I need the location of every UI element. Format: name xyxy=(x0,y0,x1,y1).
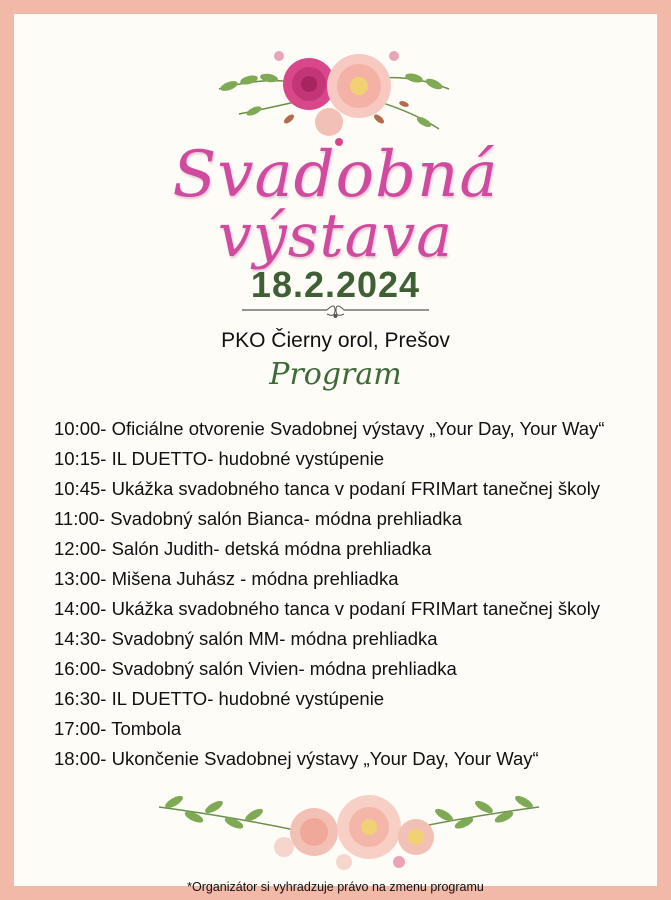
program-schedule xyxy=(54,414,654,774)
disclaimer-note: *Organizátor si vyhradzuje právo na zmenu programu xyxy=(187,880,484,894)
schedule-item: 12:00- Salón Judith- detská módna prehliadka xyxy=(54,538,432,559)
floral-bouquet-top xyxy=(199,34,469,149)
schedule-item: 10:45- Ukážka svadobného tanca v podaní FRIMart tanečnej školy xyxy=(54,478,601,499)
schedule-item: 14:30- Svadobný salón MM- módna prehliadka xyxy=(54,628,438,649)
event-title-line-2: výstava xyxy=(217,201,454,271)
schedule-item: 10:00- Oficiálne otvorenie Svadobnej výstavy „Your Day, Your Way“ xyxy=(54,418,605,439)
schedule-item: 13:00- Mišena Juhász - módna prehliadka xyxy=(54,568,399,589)
floral-garland-bottom xyxy=(154,777,544,877)
schedule-item: 16:30- IL DUETTO- hudobné vystúpenie xyxy=(54,688,385,709)
poster-frame xyxy=(14,14,657,894)
event-title-line-1: Svadobná xyxy=(172,138,499,212)
ornamental-divider xyxy=(242,304,429,322)
event-date: 18.2.2024 xyxy=(250,264,421,305)
schedule-item: 10:15- IL DUETTO- hudobné vystúpenie xyxy=(54,448,385,469)
schedule-item: 16:00- Svadobný salón Vivien- módna prehliadka xyxy=(54,658,457,679)
schedule-item: 17:00- Tombola xyxy=(54,718,182,739)
schedule-item: 18:00- Ukončenie Svadobnej výstavy „Your Day, Your Way“ xyxy=(54,748,539,769)
program-heading: Program xyxy=(269,357,402,392)
schedule-item: 11:00- Svadobný salón Bianca- módna prehliadka xyxy=(54,508,462,529)
schedule-item: 14:00- Ukážka svadobného tanca v podaní FRIMart tanečnej školy xyxy=(54,598,601,619)
event-venue: PKO Čierny orol, Prešov xyxy=(221,329,450,352)
